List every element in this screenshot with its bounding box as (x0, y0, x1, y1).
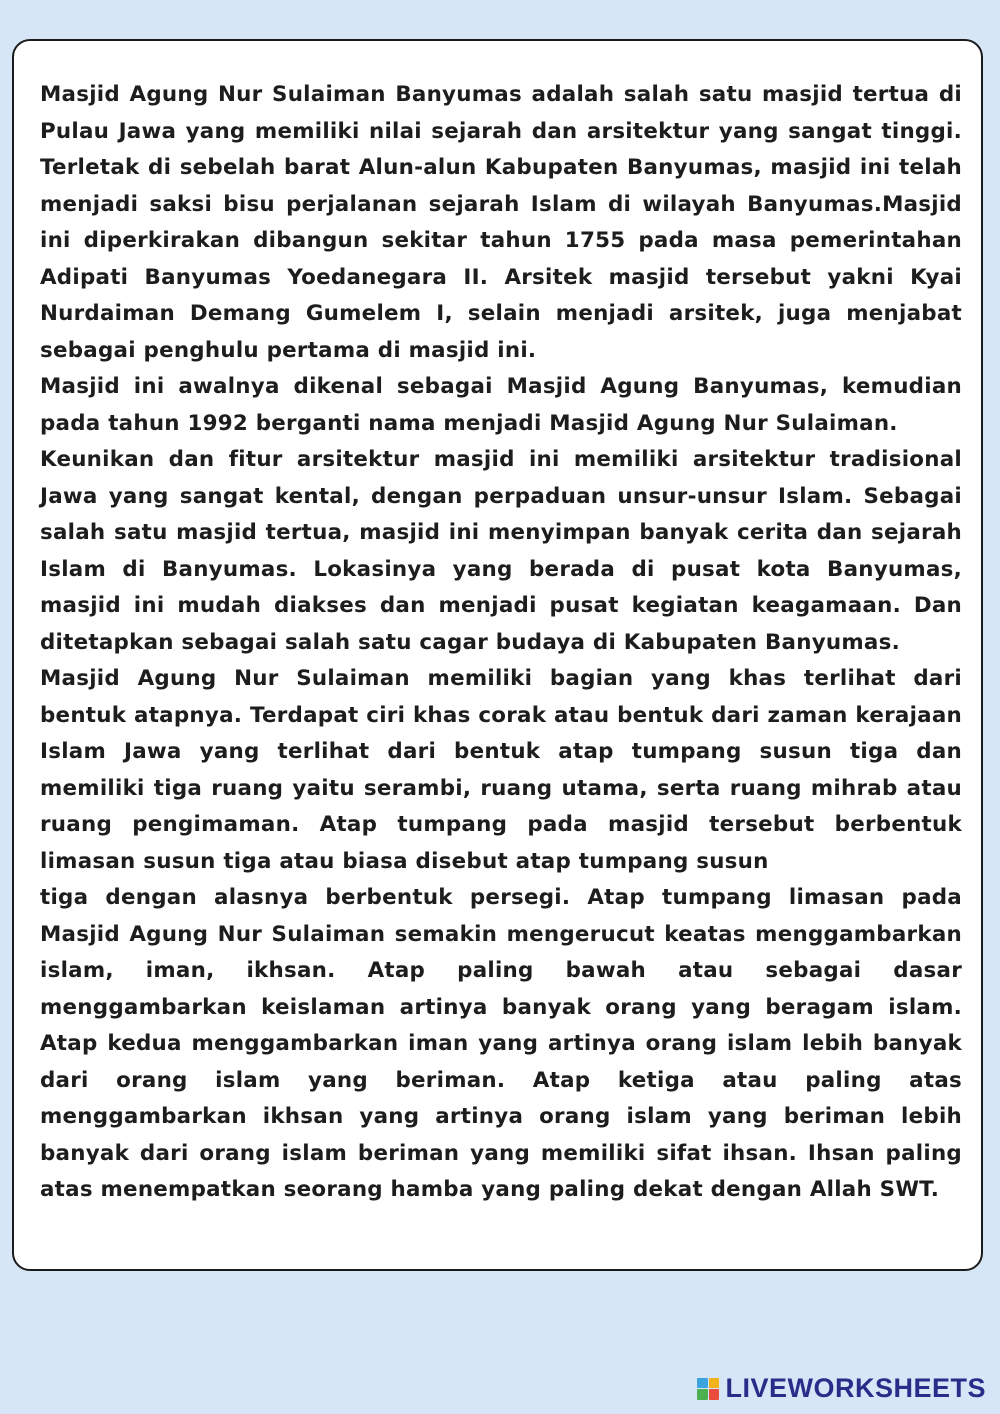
footer-brand (697, 1373, 986, 1404)
liveworksheets-logo-icon (697, 1378, 719, 1400)
paragraph-4: Masjid Agung Nur Sulaiman memiliki bagian yang khas terlihat dari bentuk atapnya. Terdapat ciri khas corak atau bentuk dari zaman kerajaan Islam Jawa yang terlihat dari bentuk atap tumpang susun tiga dan memiliki tiga ruang yaitu serambi, ruang utama, serta ruang mihrab atau ruang pengimaman. Atap tumpang pada masjid tersebut berbentuk limasan susun tiga atau biasa disebut atap tumpang susun (40, 666, 962, 874)
paragraph-1: Masjid Agung Nur Sulaiman Banyumas adalah salah satu masjid tertua di Pulau Jawa yang memiliki nilai sejarah dan arsitektur yang sangat tinggi. Terletak di sebelah barat Alun-alun Kabupaten Banyumas, masjid ini telah menjadi saksi bisu perjalanan sejarah Islam di wilayah Banyumas.Masjid ini diperkirakan dibangun sekitar tahun 1755 pada masa pemerintahan Adipati Banyumas Yoedanegara II. Arsitek masjid tersebut yakni Kyai Nurdaiman Demang Gumelem I, selain menjadi arsitek, juga menjabat sebagai penghulu pertama di masjid ini. (40, 82, 962, 363)
paragraph-2: Masjid ini awalnya dikenal sebagai Masjid Agung Banyumas, kemudian pada tahun 1992 berganti nama menjadi Masjid Agung Nur Sulaiman. (40, 374, 962, 436)
brand-name: LIVEWORKSHEETS (725, 1373, 986, 1403)
paragraph-3: Keunikan dan fitur arsitektur masjid ini memiliki arsitektur tradisional Jawa yang sangat kental, dengan perpaduan unsur-unsur Islam. Sebagai salah satu masjid tertua, masjid ini menyimpan banyak cerita dan sejarah Islam di Banyumas. Lokasinya yang berada di pusat kota Banyumas, masjid ini mudah diakses dan menjadi pusat kegiatan keagamaan. Dan ditetapkan sebagai salah satu cagar budaya di Kabupaten Banyumas. (40, 447, 962, 655)
article-text (40, 77, 962, 1209)
paragraph-5: tiga dengan alasnya berbentuk persegi. Atap tumpang limasan pada Masjid Agung Nur Sulaiman semakin mengerucut keatas menggambarkan islam, iman, ikhsan. Atap paling bawah atau sebagai dasar menggambarkan keislaman artinya banyak orang yang beragam islam. Atap kedua menggambarkan iman yang artinya orang islam lebih banyak dari orang islam yang beriman. Atap ketiga atau paling atas menggambarkan ikhsan yang artinya orang islam yang beriman lebih banyak dari orang islam beriman yang memiliki sifat ihsan. Ihsan paling atas menempatkan seorang hamba yang paling dekat dengan Allah SWT. (40, 885, 962, 1202)
text-card (12, 39, 983, 1271)
